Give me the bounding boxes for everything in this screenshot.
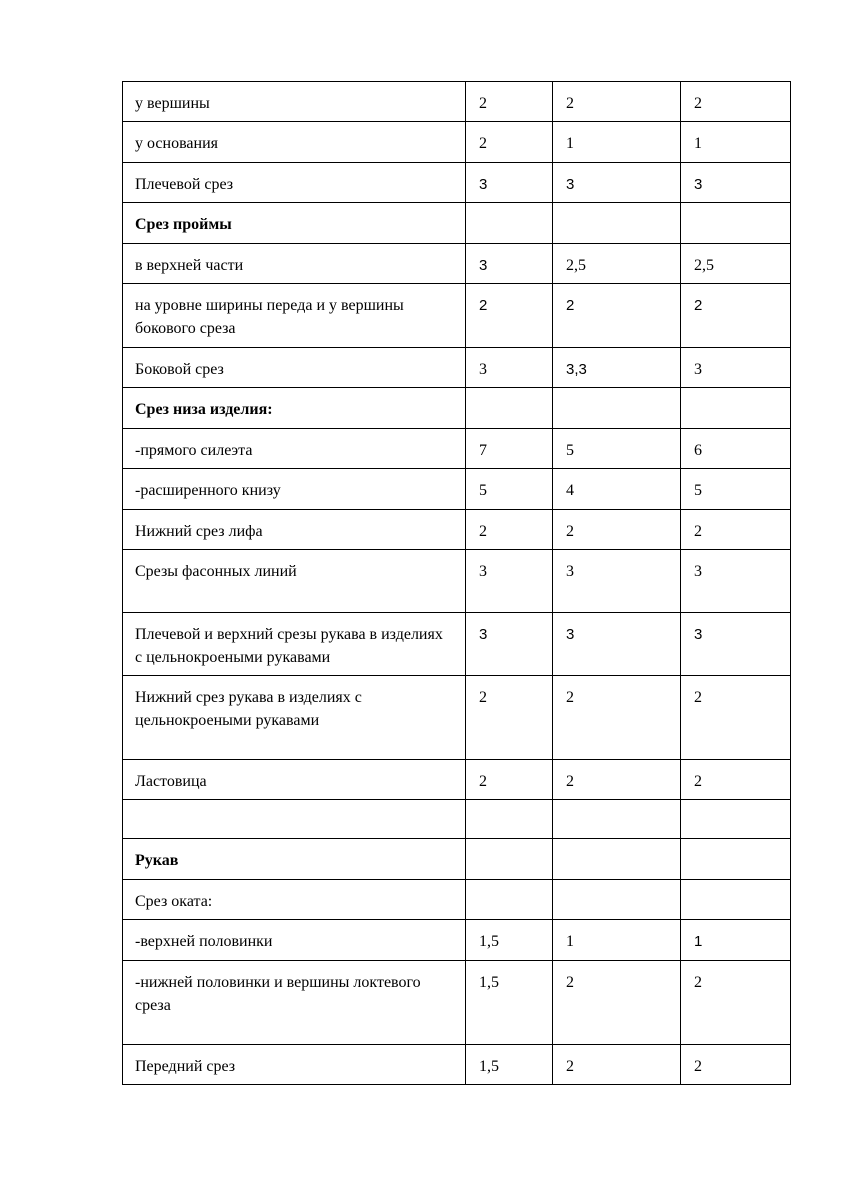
table-row bbox=[123, 122, 791, 163]
value-cell: 3 bbox=[681, 163, 791, 203]
value-cell: 2 bbox=[466, 760, 553, 800]
value-cell: 2 bbox=[553, 760, 681, 800]
value-cell: 5 bbox=[681, 469, 791, 510]
table-row bbox=[123, 510, 791, 550]
value-cell: 3 bbox=[681, 613, 791, 676]
row-label-cell: Плечевой срез bbox=[123, 163, 466, 203]
value-cell: 1,5 bbox=[466, 920, 553, 961]
table-row bbox=[123, 880, 791, 920]
value-cell: 3 bbox=[466, 163, 553, 203]
table-row bbox=[123, 550, 791, 613]
value-cell: 5 bbox=[553, 429, 681, 469]
value-cell: 3 bbox=[553, 550, 681, 613]
value-cell bbox=[553, 800, 681, 839]
table-row bbox=[123, 163, 791, 203]
row-label-cell: Срез оката: bbox=[123, 880, 466, 920]
table-row bbox=[123, 388, 791, 429]
row-label-cell: у вершины bbox=[123, 82, 466, 122]
value-cell: 2 bbox=[466, 82, 553, 122]
value-cell: 6 bbox=[681, 429, 791, 469]
allowances-table bbox=[122, 81, 791, 1085]
value-cell: 1 bbox=[553, 122, 681, 163]
value-cell bbox=[553, 203, 681, 244]
value-cell: 3 bbox=[681, 348, 791, 388]
value-cell: 2 bbox=[681, 676, 791, 760]
value-cell bbox=[553, 880, 681, 920]
table-row bbox=[123, 839, 791, 880]
table-row bbox=[123, 1045, 791, 1085]
value-cell bbox=[466, 388, 553, 429]
value-cell: 2 bbox=[681, 510, 791, 550]
value-cell: 2 bbox=[681, 1045, 791, 1085]
value-cell bbox=[681, 839, 791, 880]
value-cell: 3 bbox=[466, 613, 553, 676]
value-cell: 2 bbox=[553, 284, 681, 348]
value-cell bbox=[553, 839, 681, 880]
value-cell: 3 bbox=[466, 348, 553, 388]
value-cell: 1 bbox=[681, 122, 791, 163]
table-row bbox=[123, 284, 791, 348]
value-cell: 3 bbox=[466, 244, 553, 284]
section-heading-cell: Срез низа изделия: bbox=[123, 388, 466, 429]
table-row bbox=[123, 760, 791, 800]
table-row bbox=[123, 203, 791, 244]
table-row bbox=[123, 469, 791, 510]
value-cell: 2 bbox=[466, 676, 553, 760]
value-cell: 2 bbox=[681, 961, 791, 1045]
value-cell: 4 bbox=[553, 469, 681, 510]
section-heading-cell: Рукав bbox=[123, 839, 466, 880]
table-row bbox=[123, 800, 791, 839]
value-cell: 3 bbox=[553, 613, 681, 676]
value-cell: 1,5 bbox=[466, 961, 553, 1045]
value-cell: 2 bbox=[553, 676, 681, 760]
row-label-cell: -верхней половинки bbox=[123, 920, 466, 961]
value-cell: 5 bbox=[466, 469, 553, 510]
value-cell bbox=[466, 839, 553, 880]
value-cell bbox=[681, 800, 791, 839]
value-cell bbox=[466, 880, 553, 920]
value-cell: 3,3 bbox=[553, 348, 681, 388]
value-cell: 3 bbox=[553, 163, 681, 203]
value-cell: 3 bbox=[466, 550, 553, 613]
table-row bbox=[123, 82, 791, 122]
table-body bbox=[123, 82, 791, 1085]
value-cell bbox=[466, 203, 553, 244]
table-row bbox=[123, 961, 791, 1045]
row-label-cell: Нижний срез лифа bbox=[123, 510, 466, 550]
value-cell: 2 bbox=[466, 510, 553, 550]
value-cell: 2 bbox=[681, 82, 791, 122]
value-cell: 1,5 bbox=[466, 1045, 553, 1085]
row-label-cell bbox=[123, 800, 466, 839]
value-cell: 1 bbox=[553, 920, 681, 961]
value-cell: 2 bbox=[553, 961, 681, 1045]
value-cell: 2 bbox=[681, 284, 791, 348]
section-heading-cell: Срез проймы bbox=[123, 203, 466, 244]
table-row bbox=[123, 613, 791, 676]
row-label-cell: Нижний срез рукава в изделиях с цельнокроеными рукавами bbox=[123, 676, 466, 760]
value-cell: 1 bbox=[681, 920, 791, 961]
row-label-cell: у основания bbox=[123, 122, 466, 163]
row-label-cell: -прямого силеэта bbox=[123, 429, 466, 469]
table-row bbox=[123, 429, 791, 469]
table-row bbox=[123, 348, 791, 388]
table-row bbox=[123, 676, 791, 760]
row-label-cell: Ластовица bbox=[123, 760, 466, 800]
value-cell: 7 bbox=[466, 429, 553, 469]
value-cell bbox=[553, 388, 681, 429]
value-cell: 2 bbox=[553, 82, 681, 122]
row-label-cell: Плечевой и верхний срезы рукава в изделиях с цельнокроеными рукавами bbox=[123, 613, 466, 676]
row-label-cell: на уровне ширины переда и у вершины бокового среза bbox=[123, 284, 466, 348]
value-cell bbox=[681, 880, 791, 920]
row-label-cell: -расширенного книзу bbox=[123, 469, 466, 510]
value-cell: 2,5 bbox=[681, 244, 791, 284]
row-label-cell: Срезы фасонных линий bbox=[123, 550, 466, 613]
table-row bbox=[123, 244, 791, 284]
row-label-cell: в верхней части bbox=[123, 244, 466, 284]
row-label-cell: -нижней половинки и вершины локтевого среза bbox=[123, 961, 466, 1045]
row-label-cell: Боковой срез bbox=[123, 348, 466, 388]
value-cell: 2,5 bbox=[553, 244, 681, 284]
value-cell: 2 bbox=[466, 284, 553, 348]
value-cell bbox=[681, 388, 791, 429]
row-label-cell: Передний срез bbox=[123, 1045, 466, 1085]
value-cell: 2 bbox=[466, 122, 553, 163]
value-cell bbox=[681, 203, 791, 244]
value-cell: 3 bbox=[681, 550, 791, 613]
value-cell: 2 bbox=[553, 1045, 681, 1085]
table-row bbox=[123, 920, 791, 961]
value-cell: 2 bbox=[681, 760, 791, 800]
value-cell bbox=[466, 800, 553, 839]
value-cell: 2 bbox=[553, 510, 681, 550]
